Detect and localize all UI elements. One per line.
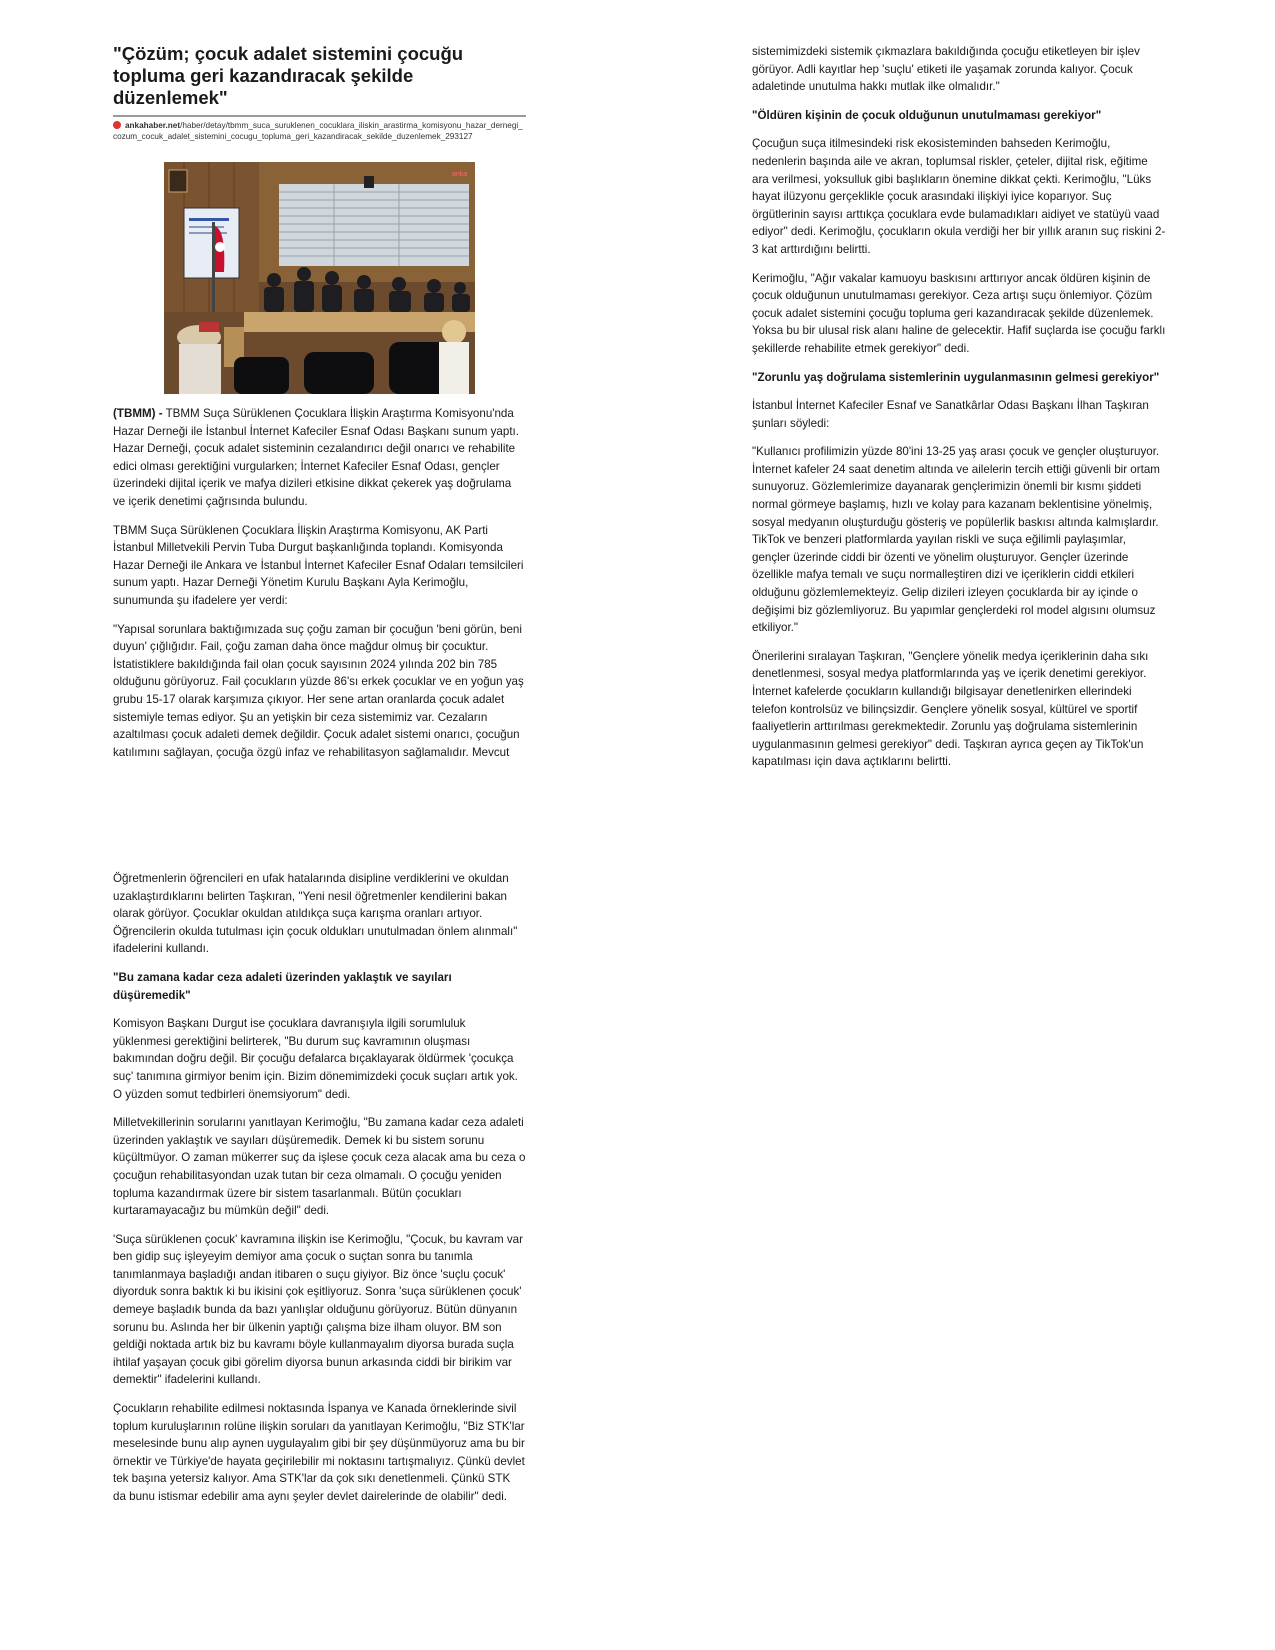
paragraph: "Kullanıcı profilimizin yüzde 80'ini 13-25 yaş arası çocuk ve gençler oluşturuyor. İnternet kafeler 24 saat denetim altında ve ailelerin tercih ettiği güvenli bir ortam sunuyoruz. Gözlemlerimize dayanarak gençlerimizin önemli bir kısmı şiddeti normal görmeye başlamış, hızlı ve kolay para kazanam beklentisine yönelmiş, sosyal medyanın oluşturduğu gösteriş ve popülerlik baskısı altında kalmışlardır. TikTok ve benzeri platformlarda yayılan riskli ve suça eğilimli paylaşımlar, gençler üzerinde ciddi bir özenti ve yönelim oluşturuyor. Gençler üzerinde özellikle mafya temalı ve suçu normalleştiren dizi ve içeriklerin ciddi etkileri olduğunu gözlemlemekteyiz. Gelip dizileri izleyen çocuklarda bir ay içinde o değişimi biz gözlemliyoruz. Bu yapımlar gençlerdeki rol model algısını olumsuz etkiliyor."	[752, 445, 1160, 635]
source-domain: ankahaber.net	[125, 121, 181, 130]
paragraph: İstanbul İnternet Kafeciler Esnaf ve Sanatkârlar Odası Başkanı İlhan Taşkıran şunları söyledi:	[752, 399, 1149, 430]
paragraph: TBMM Suça Sürüklenen Çocuklara İlişkin Araştırma Komisyonu, AK Parti İstanbul Milletvekili Pervin Tuba Durgut başkanlığında toplandı. Komisyonda Hazar Derneği ile Ankara ve İstanbul İnternet Kafeciler Esnaf Odaları temsilcileri sunum yaptı. Hazar Derneği Yönetim Kurulu Başkanı Ayla Kerimoğlu, sunumunda şu ifadelere yer verdi:	[113, 523, 524, 607]
article-column-right	[752, 43, 1167, 782]
svg-text:anka: anka	[452, 171, 468, 178]
article-title: "Çözüm; çocuk adalet sistemini çocuğu topluma geri kazandıracak şekilde düzenlemek"	[113, 43, 464, 108]
lead-text: TBMM Suça Sürüklenen Çocuklara İlişkin Araştırma Komisyonu'nda Hazar Derneği ile İstanbul İnternet Kafeciler Esnaf Odası Başkanı sunum yaptı. Hazar Derneği, çocuk adalet sisteminin cezalandırıcı değil onarıcı ve rehabilite edici olması gerektiğini vurgularken; İnternet Kafeciler Esnaf Odası, gençler üzerindeki dijital içerik ve mafya dizileri etkisine dikkat çekerek yaş doğrulama ve içerik denetimi çağrısında bulundu.	[113, 407, 519, 508]
paragraph: Çocukların rehabilite edilmesi noktasında İspanya ve Kanada örneklerinde sivil toplum kuruluşlarının rolüne ilişkin soruları da yanıtlayan Kerimoğlu, "Biz STK'lar meselesinde bunu alıp aynen uygulayalım gibi bir şey düşünmüyoruz ama bu bir örnektir ve Türkiye'de hayata geçirilebilir mi noktasını tartışmalıyız. Çünkü devlet tek başına yetersiz kalıyor. Ama STK'lar da çok sıkı denetlenmeli. Çünkü STK da bunu istismar edebilir ama aynı şeyler devlet dairelerinde de olabilir" dedi.	[113, 1402, 525, 1503]
subheading: "Bu zamana kadar ceza adaleti üzerinden yaklaştık ve sayıları düşüremedik"	[113, 970, 452, 1002]
paragraph: Milletvekillerinin sorularını yanıtlayan Kerimoğlu, "Bu zamana kadar ceza adaleti üzerinden yaklaştık ve sayıları düşüremedik. Demek ki bu sistem sorunu küçültmüyor. O zaman mükerrer suç da işlese çocuk ceza alacak ama bu ceza o çocuğun rehabilitasyondan uzak tutan bir ceza olmamalı. O çocuğu yeniden topluma kazandırmak üzere bir sistem tasarlanmalı. Bütün çocukları kurtaramayacağız bu mümkün değil" dedi.	[113, 1116, 526, 1218]
paragraph: sistemimizdeki sistemik çıkmazlara bakıldığında çocuğu etiketleyen bir işlev görüyor. Adli kayıtlar hep 'suçlu' etiketi ile yaşamak zorunda kalıyor. Çocuk adaletinde unutulma hakkı mutlak ilke olmalıdır."	[752, 45, 1140, 94]
paragraph: Önerilerini sıralayan Taşkıran, "Gençlere yönelik medya içeriklerinin daha sıkı denetlenmesi, sosyal medya platformlarında yaş ve içerik denetimi gerekiyor. İnternet kafelerde çocukların kullandığı bilgisayar denetlenirken ellerindeki telefon kontrolsüz ve bilinçsizdir. Gençlere yönelik sosyal, kültürel ve sportif faaliyetlerin arttırılması gerekmektedir. Zorunlu yaş doğrulama sistemlerinin uygulanmasının gelmesi gerekiyor" dedi. Taşkıran ayrıca geçen ay TikTok'un kapatılması için dava açtıklarını belirtti.	[752, 649, 1149, 769]
source-path: /haber/detay/tbmm_suca_suruklenen_cocuklara_iliskin_arastirma_komisyonu_hazar_dernegi_cozum_cocuk_adalet_sistemini_cocugu_topluma_geri_kazandiracak_sekilde_duzenlemek_293127	[113, 121, 523, 141]
paragraph: 'Suça sürüklenen çocuk' kavramına ilişkin ise Kerimoğlu, "Çocuk, bu kavram var ben gidip suç işleyeyim demiyor ama çocuk o suçtan sonra bu tanımla tanımlanmaya başladığı andan itibaren o suçu giyiyor. Biz önce 'suçlu çocuk' diyorduk sonra baktık ki bu ikisini çok eşitliyoruz. Sonra 'suça sürüklenen çocuk' demeye başladık bunda da bazı yanlışlar olduğunu görüyoruz. Bütün dünyanın sorunu bu. Aslında her bir ülkenin yaptığı çalışma bize ilham oluyor. BM son geldiği noktada artık biz bu kavramı böyle kullanmayalım diyorsa burada suçla ihtilaf yaşayan çocuk gibi görelim diyorsa bunun arkasında ciddi bir birikim var demektir" ifadelerini kullandı.	[113, 1232, 523, 1387]
paragraph: Çocuğun suça itilmesindeki risk ekosisteminden bahseden Kerimoğlu, nedenlerin başında aile ve akran, toplumsal riskler, çeteler, dijital risk, eğitime ara verilmesi, yoksulluk gibi başlıkların önemine dikkat çekti. Kerimoğlu, "Lüks hayat ilüzyonu gerçeklikle çocuk arasındaki ilişkiyi iyice koparıyor. Suç örgütlerinin sayısı arttıkça çocuklara evde bulamadıkları aidiyet ve statüyü vaad ediyor" dedi. Kerimoğlu, çocukların okula verdiği her bir yıllık aranın suç riskini 2-3 kat arttırdığını belirtti.	[752, 137, 1166, 256]
source-link[interactable]	[113, 120, 526, 142]
paragraph: Kerimoğlu, "Ağır vakalar kamuoyu baskısını arttırıyor ancak öldüren kişinin de çocuk olduğunun unutulmaması gerekiyor. Ceza artışı suçu önlemiyor. Çözüm çocuk adalet sistemini çocuğu topluma geri kazandıracak şekilde düzenlemek. Yoksa bu bir ulusal risk alanı haline de gelecektir. Hafif suçlarda ise çocuğu farklı şekillerde rehabilite etmek gerekiyor" dedi.	[752, 271, 1166, 355]
paragraph: "Yapısal sorunlara baktığımızada suç çoğu zaman bir çocuğun 'beni görün, beni duyun' çığlığıdır. Fail, çoğu zaman daha önce mağdur olmuş bir çocuktur. İstatistiklere bakıldığında fail olan çocuk sayısının 2024 yılında 202 bin 785 olduğunu görüyoruz. Fail çocukların yüzde 86'sı erkek çocuklar ve en yoğun yaş grubu 15-17 olarak karşımıza çıkıyor. Her sene artan oranlarda çocuk adalet sistemiyle temas ediyor. Şu an yetişkin bir ceza sistemimiz var. Cezaların azaltılması çocuk adaleti demek değildir. Çocuk adalet sistemi onarıcı, çocuğun katılımını sağlayan, çocuğa özgü infaz ve rehabilitasyon sağlamalıdır. Mevcut	[113, 622, 524, 759]
paragraph	[113, 405, 526, 511]
article-column-left-top	[113, 43, 526, 772]
subheading: "Zorunlu yaş doğrulama sistemlerinin uygulanmasının gelmesi gerekiyor"	[752, 370, 1160, 384]
meeting-room-photo-icon	[164, 162, 475, 394]
title-divider	[113, 115, 526, 117]
subheading: "Öldüren kişinin de çocuk olduğunun unutulmaması gerekiyor"	[752, 108, 1102, 122]
paragraph: Komisyon Başkanı Durgut ise çocuklara davranışıyla ilgili sorumluluk yüklenmesi gerektiğini belirterek, "Bu durum suç kavramının oluşması bakımından doğru değil. Bir çocuğu defalarca bıçaklayarak öldürmek 'çocukça suç' tanımına girmiyor benim için. Bizim dönemimizdeki çocuk suçları artık yok. O yüzden somut tedbirleri önemsiyorum" dedi.	[113, 1017, 518, 1101]
source-favicon-icon	[113, 121, 121, 129]
lead-label: (TBMM) -	[113, 407, 163, 420]
article-column-left-bottom	[113, 870, 526, 1517]
article-photo	[164, 162, 475, 394]
paragraph: Öğretmenlerin öğrencileri en ufak hatalarında disipline verdiklerini ve okuldan uzaklaştırdıklarını belirten Taşkıran, "Yeni nesil öğretmenler kendilerini bakan olarak görüyor. Çocuklar okuldan atıldıkça suça karışma oranları artıyor. Öğrencilerin okulda tutulması için çocuk oldukları unutulmadan önlem alınmalı" ifadelerini kullandı.	[113, 872, 518, 956]
